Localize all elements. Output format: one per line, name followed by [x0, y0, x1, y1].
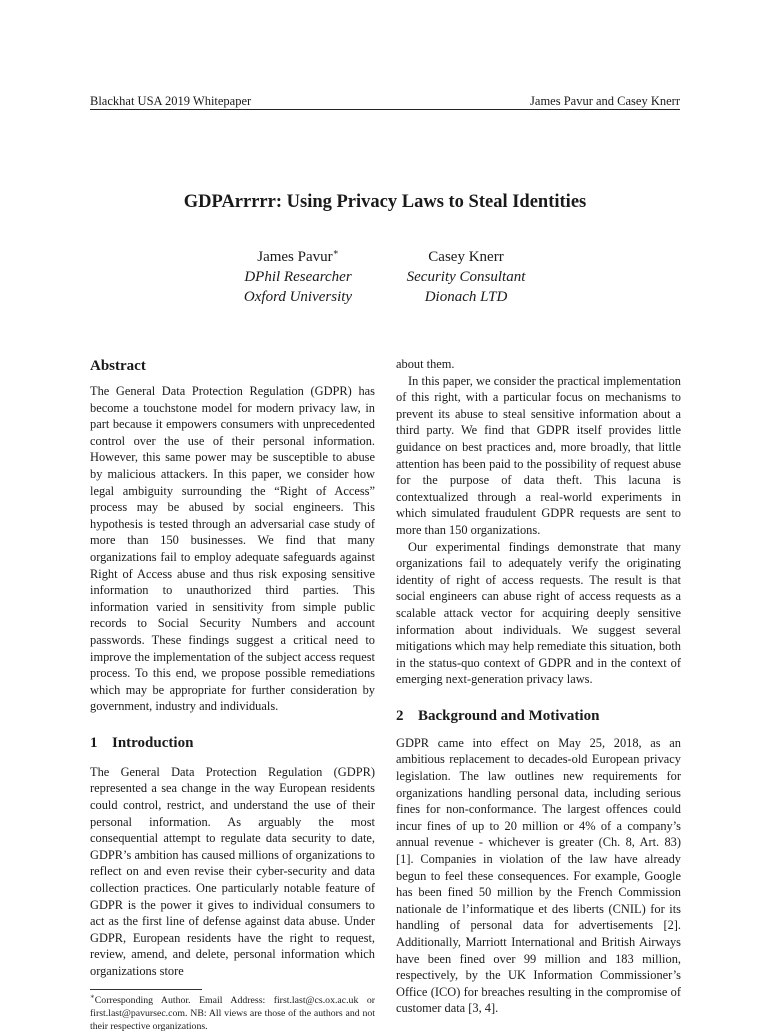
introduction-text: The General Data Protection Regulation (GDPR) represented a sea change in the way European residents could control, restrict, and understand the use of their personal information. As arguably the most consequential attempt to regulate data security to date, GDPR’s ambition has caused millions of organizations to reflect on and even revise their cyber-security and data collection practices. One particularly notable feature of GDPR is the power it gives to individual consumers to act as the first line of defense against data abuse. Under GDPR, European residents have the right to request, review, amend, and delete, personal information which organizations store — [90, 764, 375, 978]
introduction-continuation: about them. — [396, 357, 455, 371]
section-title: Background and Motivation — [418, 707, 600, 724]
author-name: James Pavur∗ — [257, 247, 339, 265]
author-role: Security Consultant — [406, 269, 526, 285]
section-number: 1 — [90, 734, 98, 751]
author-org: Dionach LTD — [424, 289, 508, 305]
section-number: 2 — [396, 707, 404, 724]
footnote-text: Corresponding Author. Email Address: first.last@cs.ox.ac.uk or first.last@pavursec.com. NB: All views are those of the authors and not their respective organizations. — [90, 994, 375, 1032]
author-org: Oxford University — [243, 289, 353, 305]
abstract-heading: Abstract — [90, 358, 146, 374]
header-venue: Blackhat USA 2019 Whitepaper — [90, 94, 252, 108]
author-block-2 — [378, 247, 554, 307]
header-authors: James Pavur and Casey Knerr — [530, 94, 680, 108]
introduction-paragraph-3: Our experimental findings demonstrate that many organizations fail to adequately verify the originating identity of right of access requests. The result is that social engineers can abuse right of access requests as a scalable attack vector for acquiring deeply sensitive information about individuals. We suggest several mitigations which may help remediate this situation, both in the status-quo context of GDPR and in the context of emerging next-generation privacy laws. — [396, 539, 681, 687]
footnote-mark: ∗ — [90, 992, 95, 1001]
right-column — [396, 356, 681, 1017]
author-block-1 — [210, 247, 386, 307]
corresponding-author-mark: ∗ — [332, 247, 339, 257]
author-name: Casey Knerr — [428, 249, 504, 265]
left-column — [90, 356, 375, 1033]
paper-title: GDPArrrrr: Using Privacy Laws to Steal Identities — [183, 192, 587, 212]
abstract-text: The General Data Protection Regulation (GDPR) has become a touchstone model for modern privacy law, in part because it empowers consumers with unprecedented control over the use of their personal information. However, this same power may be susceptible to abuse by malicious attackers. In this paper, we consider how legal ambiguity surrounding the “Right of Access” process may be abused by social engineers. This hypothesis is tested through an adversarial case study of more than 150 businesses. We find that many organizations fail to employ adequate safeguards against Right of Access abuse and thus risk exposing sensitive information to unauthorized third parties. This information varied in sensitivity from simple public records to Social Security Numbers and account passwords. These findings suggest a critical need to improve the implementation of the subject access request process. To this end, we propose possible remediations which may be appropriate for further consideration by government, industry and individuals. — [90, 384, 375, 714]
running-header — [90, 93, 680, 110]
background-heading — [396, 706, 681, 726]
background-text: GDPR came into effect on May 25, 2018, as an ambitious replacement to decades-old European privacy legislation. The law outlines new requirements for organizations handling personal data, including serious fines for non-conformance. The largest offences could incur fines of up to 20 million or 4% of a company’s annual revenue - whichever is greater (Ch. 8, Art. 83) [1]. Companies in violation of the law have already begun to feel these consequences. For example, Google has been fined 50 million by the French Commission nationale de l’informatique et des liberts (CNIL) for its handling of personal data for advertisements [2]. Additionally, Marriott International and British Airways have been fined over 99 million and 183 million, respectively, by the UK Information Commissioner’s Office (ICO) for breaches resulting in the compromise of customer data [3, 4]. — [396, 735, 681, 1016]
author-role: DPhil Researcher — [244, 269, 352, 285]
introduction-heading — [90, 733, 375, 753]
introduction-paragraph-2: In this paper, we consider the practical implementation of this right, with a particular focus on mechanisms to prevent its abuse to steal sensitive information about a third party. We find that GDPR itself provides little guidance on best practices and, more broadly, that little attention has been paid to the possibility of request abuse for the purpose of data theft. This lacuna is contextualized through a real-world experiments in which simulated fraudulent GDPR requests are sent to more than 150 organizations. — [396, 373, 681, 537]
footnote — [90, 994, 375, 1033]
footnote-divider — [90, 989, 202, 990]
section-title: Introduction — [112, 734, 194, 751]
